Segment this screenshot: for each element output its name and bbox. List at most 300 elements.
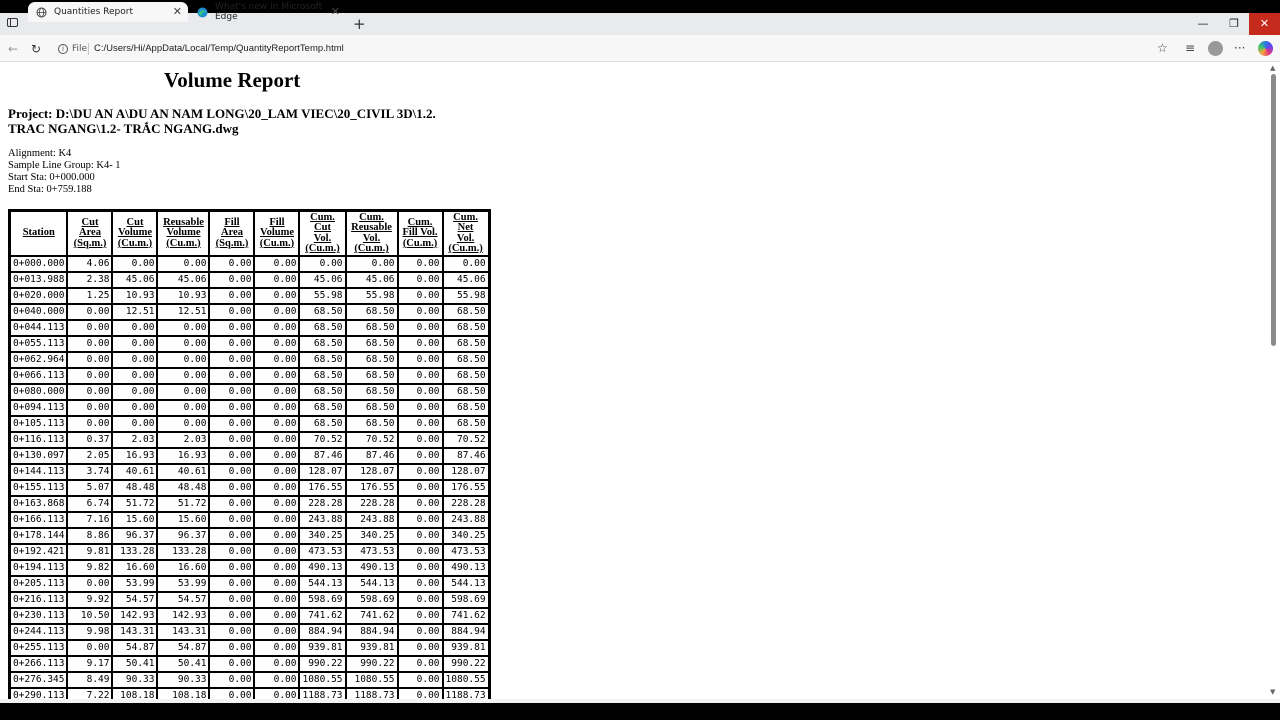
value-cell: 9.92: [67, 592, 112, 608]
value-cell: 0.00: [398, 528, 443, 544]
value-cell: 2.03: [157, 432, 209, 448]
value-cell: 0.00: [398, 320, 443, 336]
divider: [88, 43, 89, 55]
value-cell: 340.25: [443, 528, 489, 544]
station-cell: 0+094.113: [10, 400, 67, 416]
value-cell: 741.62: [346, 608, 398, 624]
value-cell: 54.57: [112, 592, 157, 608]
value-cell: 0.00: [67, 336, 112, 352]
column-header-line: Reusable: [163, 216, 204, 228]
value-cell: 68.50: [443, 400, 489, 416]
table-row: [10, 256, 489, 272]
value-cell: 68.50: [299, 368, 345, 384]
value-cell: 90.33: [112, 672, 157, 688]
value-cell: 15.60: [112, 512, 157, 528]
value-cell: 544.13: [443, 576, 489, 592]
table-row: [10, 576, 489, 592]
value-cell: 0.00: [398, 512, 443, 528]
close-tab-icon[interactable]: ✕: [172, 5, 182, 18]
value-cell: 5.07: [67, 480, 112, 496]
table-row: [10, 272, 489, 288]
value-cell: 0.00: [112, 256, 157, 272]
value-cell: 50.41: [157, 656, 209, 672]
value-cell: 4.06: [67, 256, 112, 272]
table-row: [10, 496, 489, 512]
value-cell: 0.00: [254, 288, 299, 304]
value-cell: 0.00: [209, 672, 254, 688]
station-cell: 0+163.868: [10, 496, 67, 512]
value-cell: 0.00: [346, 256, 398, 272]
table-row: [10, 480, 489, 496]
value-cell: 133.28: [112, 544, 157, 560]
value-cell: 0.00: [254, 480, 299, 496]
value-cell: 0.00: [67, 304, 112, 320]
station-cell: 0+040.000: [10, 304, 67, 320]
value-cell: 0.00: [254, 592, 299, 608]
value-cell: 0.00: [112, 368, 157, 384]
value-cell: 128.07: [346, 464, 398, 480]
value-cell: 1080.55: [299, 672, 345, 688]
table-row: [10, 656, 489, 672]
close-tab-icon[interactable]: ✕: [330, 5, 340, 18]
value-cell: 53.99: [157, 576, 209, 592]
value-cell: 0.00: [67, 400, 112, 416]
value-cell: 0.00: [209, 688, 254, 699]
more-options-icon[interactable]: ···: [1234, 41, 1246, 55]
column-header: [346, 211, 398, 256]
value-cell: 10.93: [157, 288, 209, 304]
value-cell: 70.52: [299, 432, 345, 448]
column-header-line: Reusable: [351, 222, 392, 233]
value-cell: 0.00: [398, 416, 443, 432]
value-cell: 0.00: [254, 672, 299, 688]
favorites-icon[interactable]: ≡: [1185, 41, 1196, 55]
value-cell: 96.37: [112, 528, 157, 544]
column-header: [157, 211, 209, 256]
value-cell: 990.22: [299, 656, 345, 672]
value-cell: 68.50: [346, 304, 398, 320]
table-row: [10, 512, 489, 528]
table-row: [10, 304, 489, 320]
value-cell: 884.94: [443, 624, 489, 640]
value-cell: 490.13: [443, 560, 489, 576]
value-cell: 0.00: [398, 480, 443, 496]
end-station-info: End Sta: 0+759.188: [8, 184, 92, 195]
sidebar-toggle-icon[interactable]: [7, 18, 18, 27]
minimize-button[interactable]: —: [1197, 17, 1209, 30]
value-cell: 0.00: [254, 256, 299, 272]
station-cell: 0+194.113: [10, 560, 67, 576]
column-header-line: Cum.: [310, 211, 335, 223]
table-row: [10, 464, 489, 480]
value-cell: 0.00: [112, 336, 157, 352]
value-cell: 0.00: [398, 608, 443, 624]
value-cell: 108.18: [157, 688, 209, 699]
value-cell: 0.00: [254, 384, 299, 400]
value-cell: 9.81: [67, 544, 112, 560]
value-cell: 0.00: [209, 432, 254, 448]
value-cell: 10.50: [67, 608, 112, 624]
value-cell: 0.00: [67, 320, 112, 336]
value-cell: 68.50: [346, 320, 398, 336]
value-cell: 0.00: [254, 352, 299, 368]
value-cell: 0.00: [209, 656, 254, 672]
value-cell: 741.62: [299, 608, 345, 624]
value-cell: 45.06: [443, 272, 489, 288]
value-cell: 0.00: [398, 352, 443, 368]
restore-button[interactable]: ❐: [1229, 17, 1239, 30]
value-cell: 0.00: [209, 624, 254, 640]
scroll-down-icon[interactable]: ▼: [1270, 688, 1276, 696]
value-cell: 228.28: [299, 496, 345, 512]
value-cell: 0.00: [398, 384, 443, 400]
value-cell: 176.55: [346, 480, 398, 496]
value-cell: 884.94: [299, 624, 345, 640]
alignment-info: Alignment: K4: [8, 148, 72, 159]
table-row: [10, 336, 489, 352]
value-cell: 0.00: [157, 256, 209, 272]
value-cell: 939.81: [443, 640, 489, 656]
table-row: [10, 432, 489, 448]
value-cell: 68.50: [443, 336, 489, 352]
value-cell: 0.00: [443, 256, 489, 272]
table-row: [10, 560, 489, 576]
value-cell: 0.00: [209, 608, 254, 624]
page-content: [0, 62, 1268, 699]
value-cell: 45.06: [346, 272, 398, 288]
column-header: [299, 211, 345, 256]
column-header-line: (Cu.m.): [402, 237, 438, 249]
column-header-line: Cum.: [359, 211, 384, 223]
value-cell: 176.55: [299, 480, 345, 496]
column-header-line: (Cu.m.): [305, 243, 340, 254]
copilot-icon[interactable]: [1258, 41, 1273, 56]
value-cell: 68.50: [299, 352, 345, 368]
table-row: [10, 368, 489, 384]
value-cell: 176.55: [443, 480, 489, 496]
column-header-line: (Sq.m.): [73, 237, 107, 249]
value-cell: 2.38: [67, 272, 112, 288]
station-cell: 0+276.345: [10, 672, 67, 688]
value-cell: 0.00: [398, 624, 443, 640]
station-cell: 0+062.964: [10, 352, 67, 368]
column-header-line: Cum.: [407, 216, 433, 228]
value-cell: 68.50: [443, 368, 489, 384]
value-cell: 473.53: [299, 544, 345, 560]
value-cell: 0.00: [254, 624, 299, 640]
table-header-row: [10, 211, 489, 256]
value-cell: 45.06: [299, 272, 345, 288]
value-cell: 87.46: [443, 448, 489, 464]
value-cell: 68.50: [443, 320, 489, 336]
value-cell: 143.31: [157, 624, 209, 640]
value-cell: 0.00: [209, 528, 254, 544]
value-cell: 0.00: [209, 496, 254, 512]
value-cell: 0.00: [398, 672, 443, 688]
value-cell: 6.74: [67, 496, 112, 512]
value-cell: 12.51: [112, 304, 157, 320]
column-header-line: Cut: [81, 216, 99, 228]
value-cell: 16.60: [157, 560, 209, 576]
column-header-line: Fill Vol.: [402, 227, 438, 239]
value-cell: 9.98: [67, 624, 112, 640]
value-cell: 0.00: [398, 464, 443, 480]
value-cell: 0.00: [209, 448, 254, 464]
table-row: [10, 608, 489, 624]
window-close-button[interactable]: ✕: [1249, 13, 1280, 35]
back-arrow-icon[interactable]: ←: [8, 42, 19, 56]
table-row: [10, 320, 489, 336]
value-cell: 0.00: [398, 448, 443, 464]
value-cell: 143.31: [112, 624, 157, 640]
value-cell: 54.87: [157, 640, 209, 656]
column-header-line: Cum.: [453, 211, 478, 223]
station-cell: 0+013.988: [10, 272, 67, 288]
value-cell: 1188.73: [443, 688, 489, 699]
column-header-line: (Cu.m.): [354, 243, 389, 254]
value-cell: 128.07: [443, 464, 489, 480]
value-cell: 0.00: [254, 448, 299, 464]
value-cell: 0.00: [67, 384, 112, 400]
table-row: [10, 624, 489, 640]
value-cell: 68.50: [443, 384, 489, 400]
url-field[interactable]: C:/Users/Hi/AppData/Local/Temp/QuantityReportTemp.html: [94, 43, 344, 54]
value-cell: 0.00: [254, 688, 299, 699]
value-cell: 7.22: [67, 688, 112, 699]
value-cell: 0.00: [112, 384, 157, 400]
value-cell: 0.00: [254, 512, 299, 528]
value-cell: 1188.73: [299, 688, 345, 699]
value-cell: 0.00: [398, 496, 443, 512]
favorite-star-icon[interactable]: ☆: [1157, 41, 1168, 55]
value-cell: 0.00: [67, 368, 112, 384]
column-header: [112, 211, 157, 256]
value-cell: 0.00: [209, 560, 254, 576]
column-header-line: (Cu.m.): [117, 237, 153, 249]
value-cell: 0.00: [67, 576, 112, 592]
value-cell: 2.03: [112, 432, 157, 448]
value-cell: 598.69: [443, 592, 489, 608]
value-cell: 87.46: [346, 448, 398, 464]
value-cell: 0.00: [254, 432, 299, 448]
value-cell: 0.00: [157, 368, 209, 384]
table-row: [10, 688, 489, 699]
value-cell: 0.00: [254, 336, 299, 352]
value-cell: 490.13: [346, 560, 398, 576]
station-cell: 0+230.113: [10, 608, 67, 624]
value-cell: 0.00: [157, 320, 209, 336]
value-cell: 68.50: [443, 416, 489, 432]
value-cell: 340.25: [346, 528, 398, 544]
value-cell: 70.52: [443, 432, 489, 448]
column-header-line: Net: [457, 222, 474, 233]
value-cell: 108.18: [112, 688, 157, 699]
value-cell: 0.00: [157, 336, 209, 352]
value-cell: 1.25: [67, 288, 112, 304]
edge-icon: [197, 7, 208, 18]
value-cell: 0.00: [254, 416, 299, 432]
value-cell: 68.50: [346, 416, 398, 432]
value-cell: 1080.55: [443, 672, 489, 688]
value-cell: 0.00: [112, 320, 157, 336]
value-cell: 68.50: [299, 384, 345, 400]
start-station-info: Start Sta: 0+000.000: [8, 172, 95, 183]
column-header-line: Vol.: [362, 232, 381, 244]
value-cell: 0.00: [209, 544, 254, 560]
value-cell: 68.50: [346, 384, 398, 400]
info-icon[interactable]: i: [58, 44, 68, 54]
value-cell: 990.22: [346, 656, 398, 672]
value-cell: 68.50: [443, 304, 489, 320]
value-cell: 68.50: [443, 352, 489, 368]
value-cell: 228.28: [346, 496, 398, 512]
station-cell: 0+105.113: [10, 416, 67, 432]
value-cell: 0.00: [398, 560, 443, 576]
table-row: [10, 448, 489, 464]
scrollbar-thumb[interactable]: [1271, 74, 1276, 346]
value-cell: 0.00: [398, 688, 443, 699]
value-cell: 0.00: [209, 416, 254, 432]
value-cell: 40.61: [157, 464, 209, 480]
value-cell: 142.93: [157, 608, 209, 624]
value-cell: 68.50: [346, 352, 398, 368]
new-tab-button[interactable]: +: [353, 15, 366, 33]
column-header: [398, 211, 443, 256]
value-cell: 0.00: [398, 368, 443, 384]
station-cell: 0+266.113: [10, 656, 67, 672]
value-cell: 87.46: [299, 448, 345, 464]
value-cell: 0.00: [209, 368, 254, 384]
volume-table: [8, 209, 491, 699]
globe-icon: [36, 7, 47, 18]
value-cell: 16.93: [112, 448, 157, 464]
table-row: [10, 416, 489, 432]
station-cell: 0+116.113: [10, 432, 67, 448]
column-header-line: Area: [79, 227, 101, 239]
value-cell: 598.69: [346, 592, 398, 608]
value-cell: 9.17: [67, 656, 112, 672]
station-cell: 0+255.113: [10, 640, 67, 656]
value-cell: 741.62: [443, 608, 489, 624]
column-header: [254, 211, 299, 256]
value-cell: 68.50: [299, 416, 345, 432]
value-cell: 40.61: [112, 464, 157, 480]
column-header: [209, 211, 254, 256]
value-cell: 0.00: [209, 512, 254, 528]
value-cell: 0.00: [157, 352, 209, 368]
project-path: Project: D:\DU AN A\DU AN NAM LONG\20_LAM VIEC\20_CIVIL 3D\1.2. TRAC NGANG\1.2- TRẮC NGANG.dwg: [8, 106, 436, 136]
value-cell: 0.00: [112, 352, 157, 368]
value-cell: 55.98: [443, 288, 489, 304]
column-header: [443, 211, 489, 256]
status-strip: [0, 699, 1280, 703]
table-row: [10, 384, 489, 400]
value-cell: 55.98: [299, 288, 345, 304]
station-cell: 0+244.113: [10, 624, 67, 640]
profile-avatar[interactable]: [1208, 41, 1223, 56]
column-header-line: Volume: [166, 227, 201, 239]
value-cell: 0.00: [254, 576, 299, 592]
value-cell: 0.00: [254, 320, 299, 336]
tab-quantities-report[interactable]: [28, 2, 188, 22]
tab-whats-new-edge[interactable]: [189, 2, 346, 22]
value-cell: 0.00: [254, 304, 299, 320]
value-cell: 1188.73: [346, 688, 398, 699]
value-cell: 0.00: [209, 320, 254, 336]
column-header-line: (Cu.m.): [448, 243, 483, 254]
tab-title: Quantities Report: [54, 7, 133, 17]
value-cell: 0.00: [209, 384, 254, 400]
value-cell: 0.00: [209, 640, 254, 656]
value-cell: 45.06: [112, 272, 157, 288]
value-cell: 0.00: [398, 656, 443, 672]
value-cell: 243.88: [443, 512, 489, 528]
column-header-line: Fill: [224, 216, 240, 228]
value-cell: 7.16: [67, 512, 112, 528]
station-cell: 0+066.113: [10, 368, 67, 384]
station-cell: 0+055.113: [10, 336, 67, 352]
value-cell: 0.00: [112, 416, 157, 432]
value-cell: 243.88: [346, 512, 398, 528]
column-header-line: Cut: [314, 222, 331, 233]
value-cell: 0.00: [209, 352, 254, 368]
value-cell: 16.93: [157, 448, 209, 464]
column-header-line: Volume: [259, 227, 294, 239]
column-header-line: Fill: [269, 216, 285, 228]
value-cell: 68.50: [299, 304, 345, 320]
value-cell: 0.00: [254, 528, 299, 544]
value-cell: 51.72: [112, 496, 157, 512]
value-cell: 96.37: [157, 528, 209, 544]
value-cell: 16.60: [112, 560, 157, 576]
scroll-up-icon[interactable]: ▲: [1270, 64, 1276, 72]
value-cell: 0.00: [254, 608, 299, 624]
column-header-line: (Cu.m.): [166, 237, 201, 249]
value-cell: 0.00: [254, 368, 299, 384]
value-cell: 0.00: [254, 496, 299, 512]
value-cell: 68.50: [346, 400, 398, 416]
value-cell: 0.00: [254, 400, 299, 416]
station-cell: 0+000.000: [10, 256, 67, 272]
value-cell: 0.00: [157, 400, 209, 416]
station-cell: 0+155.113: [10, 480, 67, 496]
value-cell: 0.00: [254, 464, 299, 480]
value-cell: 51.72: [157, 496, 209, 512]
value-cell: 0.00: [254, 272, 299, 288]
value-cell: 8.86: [67, 528, 112, 544]
value-cell: 0.00: [254, 544, 299, 560]
table-row: [10, 672, 489, 688]
table-row: [10, 352, 489, 368]
value-cell: 939.81: [299, 640, 345, 656]
value-cell: 0.00: [398, 544, 443, 560]
value-cell: 54.87: [112, 640, 157, 656]
value-cell: 0.00: [67, 352, 112, 368]
value-cell: 0.00: [254, 560, 299, 576]
value-cell: 68.50: [346, 368, 398, 384]
refresh-icon[interactable]: ↻: [31, 42, 42, 56]
value-cell: 0.00: [254, 640, 299, 656]
value-cell: 68.50: [299, 400, 345, 416]
value-cell: 68.50: [299, 336, 345, 352]
value-cell: 0.00: [67, 416, 112, 432]
value-cell: 0.00: [398, 592, 443, 608]
column-header-line: Station: [22, 227, 55, 239]
value-cell: 68.50: [346, 336, 398, 352]
vertical-scrollbar[interactable]: [1268, 62, 1280, 699]
value-cell: 55.98: [346, 288, 398, 304]
value-cell: 544.13: [299, 576, 345, 592]
